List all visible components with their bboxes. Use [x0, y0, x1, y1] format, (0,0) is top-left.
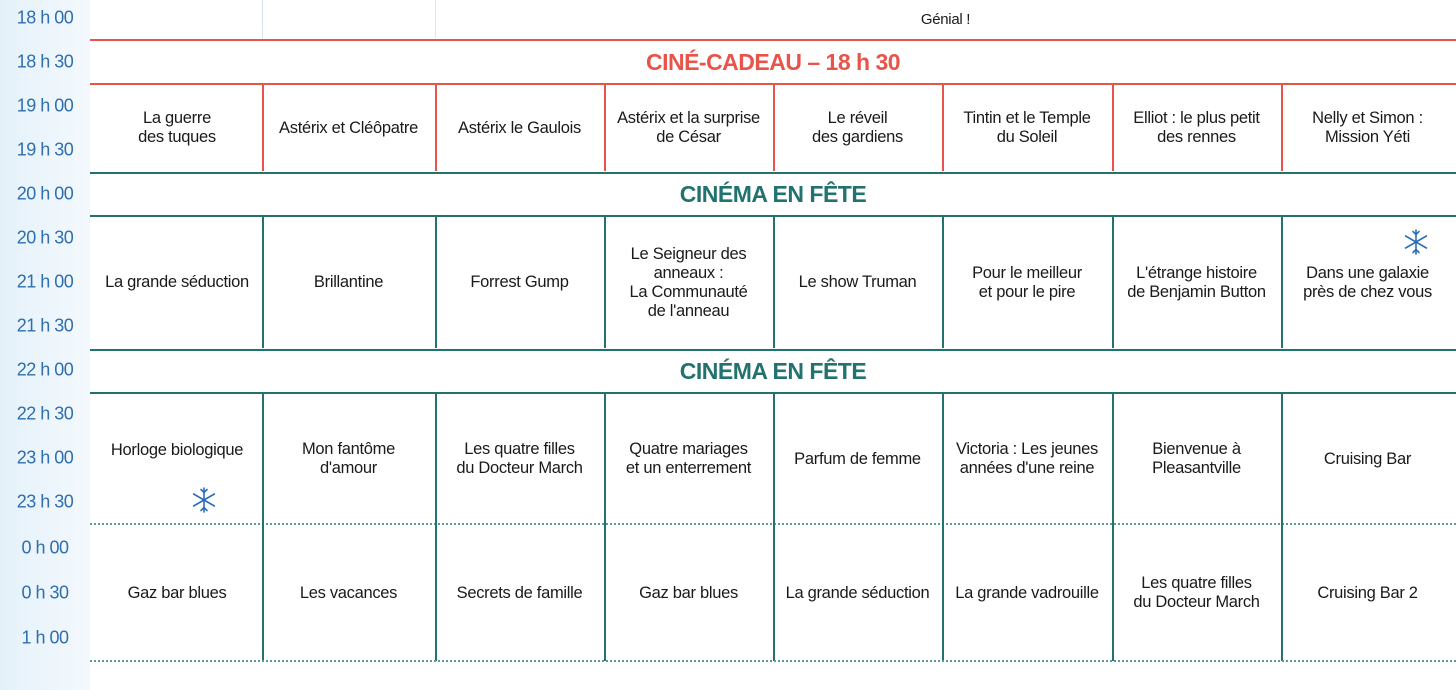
program-cell: Gaz bar blues [127, 583, 227, 602]
program-cell: Astérix le Gaulois [458, 118, 581, 137]
program-cell: Forrest Gump [470, 273, 569, 291]
column-divider [942, 394, 944, 661]
program-cell: Bienvenue à Pleasantville [1152, 440, 1241, 477]
program-cell: Le réveil des gardiens [812, 109, 903, 146]
program-cell: Brillantine [313, 273, 384, 291]
column-divider [773, 394, 775, 661]
program-cell: Nelly et Simon : Mission Yéti [1312, 109, 1423, 146]
column-divider [773, 217, 775, 348]
time-label: 18 h 00 [16, 7, 74, 28]
column-divider [262, 0, 263, 38]
program-cell: Victoria : Les jeunes années d'une reine [956, 440, 1098, 477]
program-cell: Parfum de femme [794, 449, 921, 468]
column-divider [604, 217, 606, 348]
bottom-divider [90, 660, 1456, 662]
program-cell: Horloge biologique [110, 441, 244, 459]
time-label: 1 h 00 [21, 627, 69, 648]
column-divider [435, 85, 437, 171]
time-label: 22 h 30 [16, 403, 74, 424]
time-label: 21 h 30 [16, 315, 74, 336]
column-divider [262, 217, 264, 348]
program-cell: Mon fantôme d'amour [301, 440, 395, 477]
program-cell: Cruising Bar 2 [1317, 583, 1418, 602]
column-divider [435, 394, 437, 661]
program-cell: L'étrange histoire de Benjamin Button [1127, 263, 1266, 301]
column-divider [1112, 394, 1114, 661]
program-cell: Quatre mariages et un enterrement [625, 440, 752, 477]
program-cell: Les quatre filles du Docteur March [1133, 574, 1260, 611]
column-divider [942, 217, 944, 348]
time-label: 18 h 30 [16, 51, 74, 72]
snowflake-icon [187, 483, 221, 517]
column-divider [1281, 85, 1283, 171]
column-divider [604, 394, 606, 661]
column-divider [1112, 217, 1114, 348]
program-cell: Les quatre filles du Docteur March [456, 440, 583, 477]
column-divider [942, 85, 944, 171]
schedule-grid [90, 0, 1456, 690]
time-label: 19 h 00 [16, 95, 74, 116]
program-cell: Le show Truman [798, 273, 917, 291]
program-cell: Astérix et la surprise de César [617, 109, 760, 146]
program-cell: Elliot : le plus petit des rennes [1133, 109, 1260, 146]
snowflake-icon [1399, 225, 1433, 259]
banner-cinema-en-fete: CINÉMA EN FÊTE [679, 358, 867, 384]
program-cell: La grande séduction [785, 583, 930, 602]
program-cell: Gaz bar blues [639, 583, 738, 602]
column-divider [773, 85, 775, 171]
column-divider [262, 394, 264, 661]
program-cell: Secrets de famille [456, 583, 583, 602]
program-cell: Tintin et le Temple du Soleil [963, 109, 1091, 146]
column-divider [435, 217, 437, 348]
column-divider [604, 85, 606, 171]
column-divider [1281, 394, 1283, 661]
program-cell: Les vacances [299, 583, 398, 602]
column-divider [1112, 85, 1114, 171]
program-cell: Cruising Bar [1323, 449, 1412, 468]
time-label: 0 h 00 [21, 537, 69, 558]
time-label: 21 h 00 [16, 271, 74, 292]
time-label: 0 h 30 [21, 582, 69, 603]
program-cell: Le Seigneur des anneaux : La Communauté de l'anneau [629, 244, 748, 320]
top-row-program: Génial ! [920, 10, 971, 28]
program-cell: La guerre des tuques [138, 109, 216, 146]
column-divider [262, 85, 264, 171]
time-label: 23 h 00 [16, 447, 74, 468]
program-cell: Pour le meilleur et pour le pire [972, 263, 1082, 301]
time-label: 20 h 30 [16, 227, 74, 248]
time-label: 22 h 00 [16, 359, 74, 380]
time-label: 23 h 30 [16, 491, 74, 512]
column-divider [1281, 217, 1283, 348]
program-cell: Astérix et Cléôpatre [279, 118, 418, 137]
program-cell: La grande séduction [105, 273, 249, 291]
banner-cinema-en-fete: CINÉMA EN FÊTE [679, 181, 867, 207]
program-cell: La grande vadrouille [955, 583, 1099, 602]
program-cell: Dans une galaxie près de chez vous [1303, 263, 1432, 301]
time-label: 20 h 00 [16, 183, 74, 204]
banner-cine-cadeau: CINÉ-CADEAU – 18 h 30 [645, 48, 901, 75]
time-label: 19 h 30 [16, 139, 74, 160]
